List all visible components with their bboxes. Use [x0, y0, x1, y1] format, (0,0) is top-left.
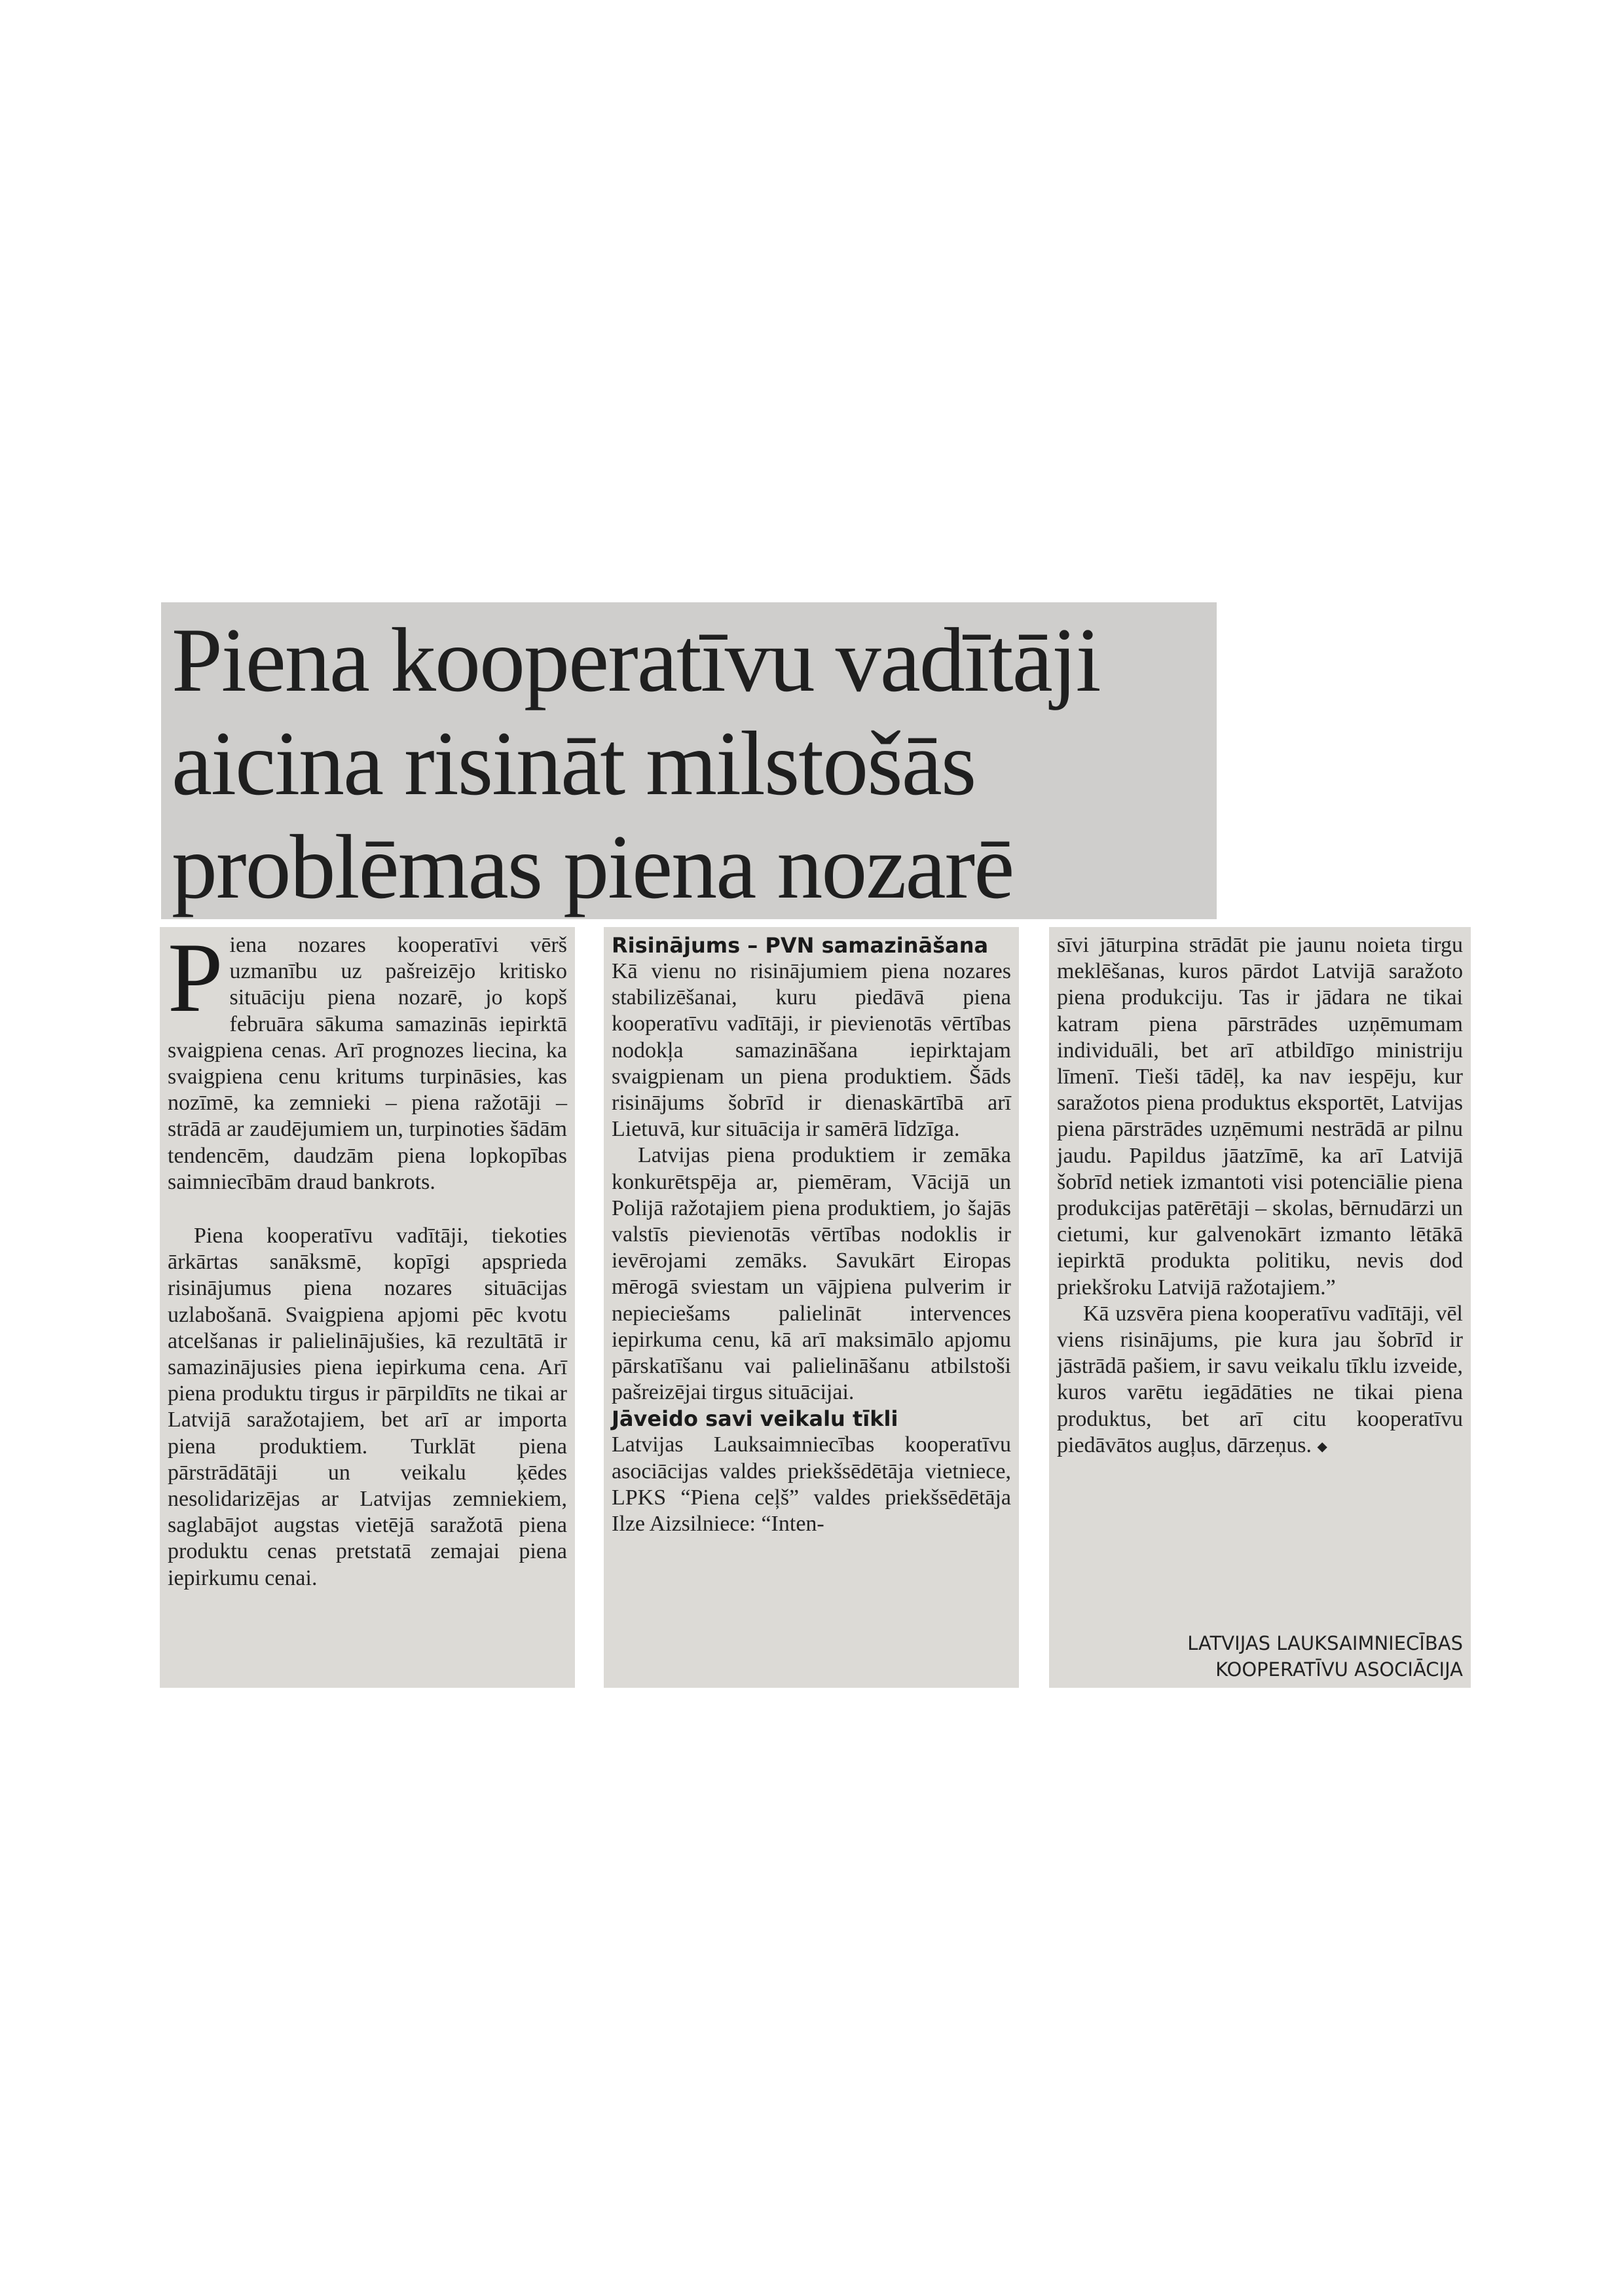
headline-line-3: problēmas piena nozarē [172, 816, 1014, 918]
source-line-2: KOOPERATĪVU ASOCIĀCIJA [1215, 1658, 1463, 1681]
paragraph-meeting: Piena kooperatīvu vadītāji, tiekoties ārkārtas sanāksmē, kopīgi apsprieda risinājumus piena nozares situācijas uzlabošanā. Svaigpiena apjomi pēc kvotu atcelšanas ir palielinājušies, kā rezultātā ir samazinājusies piena iepirkuma cena. Arī piena produktu tirgus ir pārpildīts ne tikai ar Latvijā saražotajiem, bet arī ar importa piena produktiem. Turklāt piena pārstrādātāji un veikalu ķēdes nesolidarizējas ar Latvijas zemniekiem, saglabājot augstas vietējā saražotā piena produktu cenas pretstatā zemajai piena iepirkumu cenai. [168, 1224, 567, 1590]
drop-cap: P [168, 922, 223, 1032]
article-source [1187, 1630, 1463, 1683]
end-mark-icon: ◆ [1317, 1439, 1327, 1454]
subheading-vat: Risinājums – PVN samazināšana [612, 933, 989, 958]
paragraph-conclusion [1057, 1301, 1463, 1460]
article-column-1 [160, 922, 575, 1688]
paragraph-quote-end: sīvi jāturpina strādāt pie jaunu noieta tirgu meklēšanas, kuros pārdot Latvijā saražoto piena produkciju. Tas ir jādara ne tikai katram piena pārstrādes uzņēmumam individuāli, bet arī atbildīgo ministriju līmenī. Tieši tādēļ, ka nav iespēju, kur saražotos piena produktus eksportēt, Latvijas piena pārstrādes uzņēmumi nestrādā ar pilnu jaudu. Papildus jāatzīmē, ka arī Latvijā šobrīd netiek izmantoti visi potenciālie piena produkcijas patērētāji – skolas, bērnudārzi un cietumi, kur galvenokārt izmanto lētākā iepirktā produkta politiku, nevis dod priekšroku Latvijā ražotajiem.” [1057, 933, 1463, 1300]
paragraph-vat: Kā vienu no risinājumiem piena nozares stabilizēšanai, kuru piedāvā piena kooperatīvu vadītāji, ir pievienotās vērtības nodokļa samazināšana iepirktajam svaigpienam un piena produktiem. Šāds risinājums šobrīd ir dienaskārtībā arī Lietuvā, kur situācija ir samērā līdzīga. [612, 959, 1011, 1142]
source-line-1: LATVIJAS LAUKSAIMNIECĪBAS [1187, 1632, 1463, 1654]
headline-line-2: aicina risināt milstošās [172, 713, 976, 814]
article-column-3 [1049, 927, 1471, 1688]
article-column-2 [604, 927, 1019, 1688]
headline [172, 609, 1219, 919]
paragraph-competitiveness: Latvijas piena produktiem ir zemāka konkurētspēja ar, piemēram, Vācijā un Polijā ražotajiem piena produktiem, jo šajās valstīs pievienotās vērtības nodoklis ir ievērojami zemāks. Savukārt Eiropas mērogā sviestam un vājpiena pulverim ir nepieciešams palielināt intervences iepirkuma cenu, kā arī maksimālo apjomu pārskatīšanu vai palielināšanu atbilstoši pašreizējai tirgus situācijai. [612, 1143, 1011, 1405]
paragraph-intro: iena nozares kooperatīvi vērš uzmanību uz pašreizējo kritisko situāciju piena nozarē, jo kopš februāra sākuma samazinās iepirktā svaigpiena cenas. Arī prognozes liecina, ka svaigpiena cenu kritums turpināsies, kas nozīmē, ka zemnieki – piena ražotāji – strādā ar zaudējumiem un, turpinoties šādām tendencēm, daudzām piena lopkopības saimniecībām draud bankrots. [168, 933, 567, 1194]
subheading-shops: Jāveido savi veikalu tīkli [612, 1406, 898, 1432]
paragraph-quote-start: Latvijas Lauksaimniecības kooperatīvu asociācijas valdes priekšsēdētāja vietniece, LPKS “Piena ceļš” valdes priekšsēdētāja Ilze Aizsilniece: “Inten- [612, 1432, 1011, 1537]
headline-line-1: Piena kooperatīvu vadītāji [172, 610, 1100, 711]
paragraph-conclusion-text: Kā uzsvēra piena kooperatīvu vadītāji, vēl viens risinājums, pie kura jau šobrīd ir jāstrādā pašiem, ir savu veikalu tīklu izveide, kuros varētu iegādāties ne tikai piena produktus, bet arī citu kooperatīvu piedāvātos augļus, dārzeņus. [1057, 1301, 1463, 1457]
